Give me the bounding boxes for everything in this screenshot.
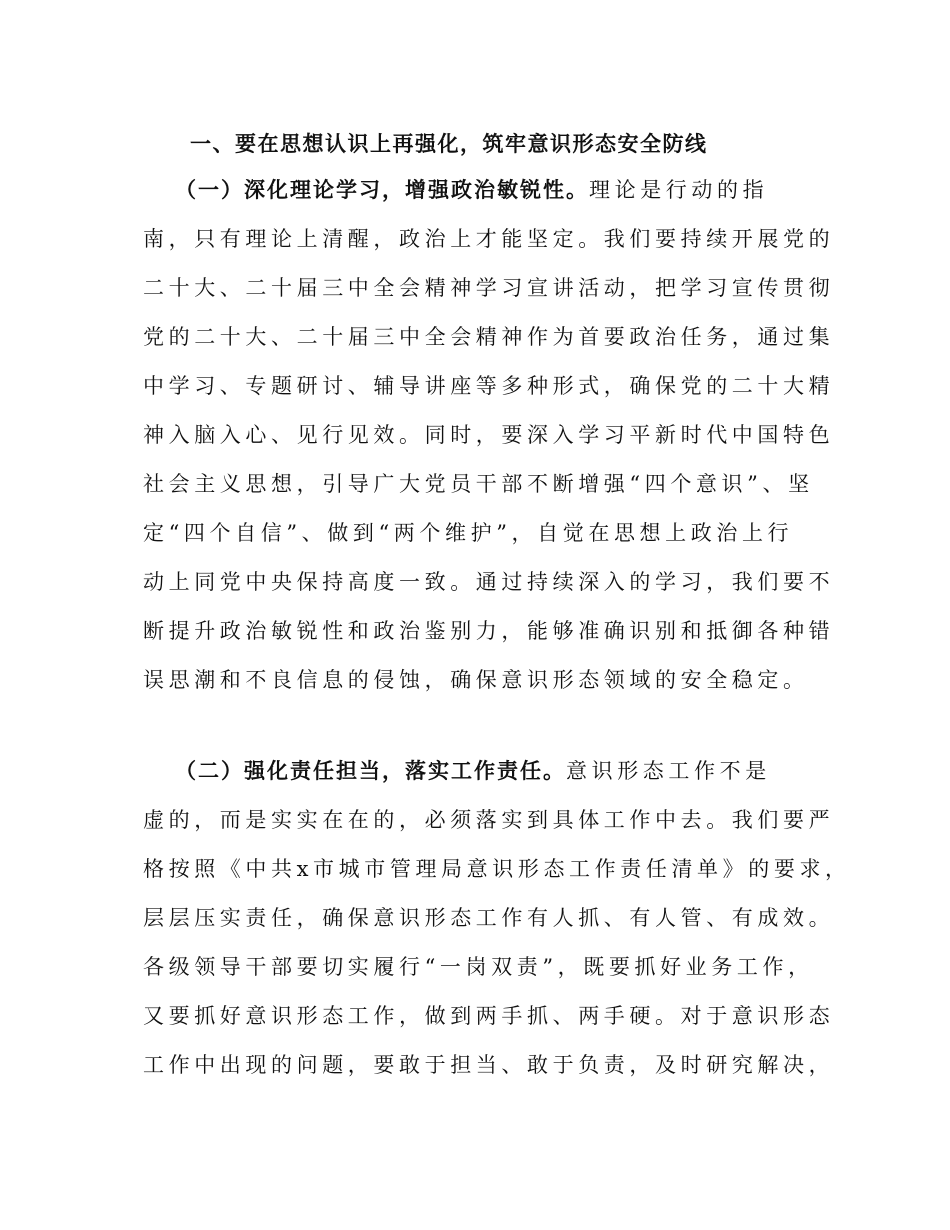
- paragraph-line: 中学习、专题研讨、辅导讲座等多种形式，确保党的二十大精: [143, 374, 835, 398]
- paragraph-line: 定“四个自信”、做到“两个维护”，自觉在思想上政治上行: [143, 521, 794, 545]
- paragraph-line: 误思潮和不良信息的侵蚀，确保意识形态领域的安全稳定。: [143, 668, 809, 692]
- paragraph-text: 意识形态工作不是: [566, 759, 771, 783]
- paragraph-line: 断提升政治敏锐性和政治鉴别力，能够准确识别和抵御各种错: [143, 619, 835, 643]
- paragraph-line: [143, 166, 815, 215]
- section-heading: 一、要在思想认识上再强化，筑牢意识形态安全防线: [190, 132, 708, 156]
- paragraph-line: 南，只有理论上清醒，政治上才能坚定。我们要持续开展党的: [143, 227, 835, 251]
- paragraph-line: 又要抓好意识形态工作，做到两手抓、两手硬。对于意识形态: [143, 1004, 835, 1028]
- paragraph-line: 二十大、二十届三中全会精神学习宣讲活动，把学习宣传贯彻: [143, 276, 835, 300]
- paragraph-line: 各级领导干部要切实履行“一岗双责”，既要抓好业务工作，: [143, 955, 814, 979]
- paragraph-subheading: （一）深化理论学习，增强政治敏锐性。: [175, 178, 589, 202]
- paragraph-line: 神入脑入心、见行见效。同时，要深入学习平新时代中国特色: [143, 423, 835, 447]
- paragraph-1: [143, 166, 835, 705]
- paragraph-line: 动上同党中央保持高度一致。通过持续深入的学习，我们要不: [143, 570, 835, 594]
- paragraph-line: 工作中出现的问题，要敢于担当、敢于负责，及时研究解决，: [143, 1053, 835, 1077]
- paragraph-line: 社会主义思想，引导广大党员干部不断增强“四个意识”、坚: [143, 472, 814, 496]
- paragraph-subheading: （二）强化责任担当，落实工作责任。: [175, 759, 566, 783]
- paragraph-line: 格按照《中共x市城市管理局意识形态工作责任清单》的要求，: [143, 857, 851, 881]
- paragraph-text: 理论是行动的指: [589, 178, 769, 202]
- paragraph-line: 虚的，而是实实在在的，必须落实到具体工作中去。我们要严: [143, 808, 835, 832]
- paragraph-line: 层层压实责任，确保意识形态工作有人抓、有人管、有成效。: [143, 906, 835, 930]
- paragraph-line: 党的二十大、二十届三中全会精神作为首要政治任务，通过集: [143, 325, 835, 349]
- paragraph-line: [143, 747, 815, 796]
- paragraph-2: [143, 747, 851, 1090]
